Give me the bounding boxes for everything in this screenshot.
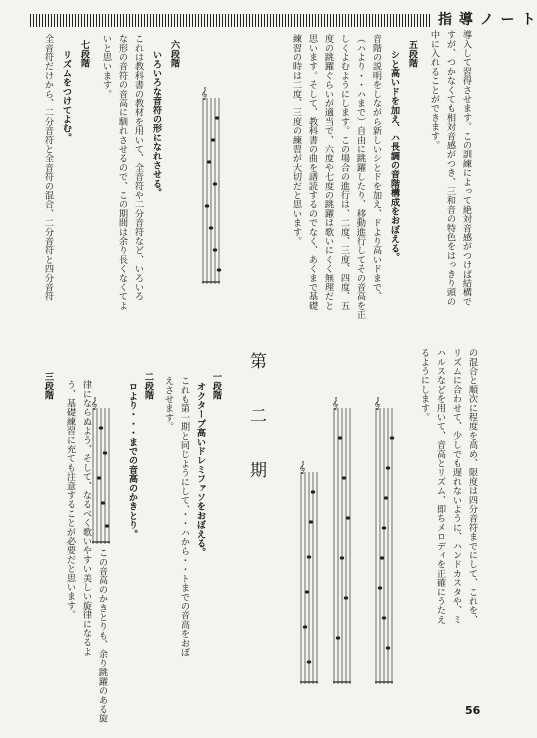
- clef-icon: 𝄞: [201, 87, 208, 100]
- stage-subheading: ロより・・・までの音高のかきとり。: [126, 382, 138, 539]
- note-head: [99, 426, 103, 429]
- stage-heading: 五段階: [406, 40, 418, 68]
- stage-heading: 二段階: [142, 372, 154, 400]
- text-line: これは教科書の教材を用いて、全音符や二分音符など、いろいろ: [132, 34, 144, 301]
- note-head: [309, 520, 313, 523]
- note-head: [211, 138, 215, 141]
- text-line: （ハより・・ハまで）自由に跳躍したり、移動進行してその音高を正: [354, 34, 366, 320]
- note-head: [311, 490, 315, 493]
- note-head: [378, 586, 382, 589]
- text-line: 導入して習得させます。この訓練によって絶対音感がつけば結構で: [460, 30, 472, 306]
- note-head: [205, 204, 209, 207]
- note-head: [338, 436, 342, 439]
- music-staff-figure: [364, 398, 404, 688]
- note-head: [101, 501, 105, 504]
- text-line: すが、つかなくても相対音感がつき、三和音の特色をはっきり頭の: [444, 30, 456, 306]
- clef-icon: 𝄞: [374, 397, 381, 410]
- clef-icon: 𝄞: [91, 397, 98, 410]
- note-head: [307, 660, 311, 663]
- text-line: これも第一期と同じようにして、・・ハから・・トまでの音高をおぼ: [178, 376, 190, 657]
- period-title: 第 二 期: [246, 352, 266, 494]
- text-line: 思います。そして、教科書の曲を譜読するのでなく、あくまで基礎: [306, 34, 318, 310]
- stage-heading: 一段階: [210, 372, 222, 400]
- stage-heading: 七段階: [78, 40, 90, 68]
- text-line: 音階の説明をしながら新しいシとドを加え、ドより高いドまで、: [370, 34, 382, 301]
- text-line: 律にならぬよう、そして、なるべく歌いやすい美しい旋律になるよ: [80, 380, 92, 656]
- clef-icon: 𝄞: [299, 461, 306, 474]
- note-head: [215, 116, 219, 119]
- note-head: [344, 596, 348, 599]
- note-head: [105, 524, 109, 527]
- note-head: [342, 476, 346, 479]
- note-head: [103, 451, 107, 454]
- text-line: ハルスなどを用いて、音高とリズム、即ちメロディを正確にうたえ: [434, 348, 446, 624]
- note-head: [307, 555, 311, 558]
- note-head: [213, 182, 217, 185]
- text-line: リズムに合わせて、少しでも遅れないように、ハンドカスタや、ミ: [450, 348, 462, 624]
- stage-subheading: オクターブ高いドレミファソをおぼえる。: [194, 382, 206, 557]
- stage-subheading: シと高いドを加え、ハ長調の音階構成をおぼえる。: [388, 50, 400, 262]
- music-staff-figure: [186, 88, 236, 288]
- music-staff-figure: [322, 398, 362, 688]
- text-line: 中に入れることができます。: [428, 30, 440, 150]
- page-number: 56: [465, 704, 481, 717]
- note-head: [390, 436, 394, 439]
- text-line: しくよむようにします。この場合の進行は、二度、三度、四度、五: [338, 34, 350, 310]
- note-head: [217, 268, 221, 271]
- note-head: [303, 625, 307, 628]
- header-title: 指 導 ノ ー ト: [438, 12, 537, 28]
- note-head: [382, 526, 386, 529]
- note-head: [209, 226, 213, 229]
- note-head: [386, 466, 390, 469]
- note-head: [340, 556, 344, 559]
- text-line: の混合と順次に程度を高め、限度は四分音符までにして、これを、: [466, 348, 478, 624]
- note-head: [336, 636, 340, 639]
- music-staff-figure: [292, 462, 326, 688]
- text-line: この音高のかきとりも、余り跳躍のある旋: [96, 548, 108, 723]
- stage-heading: 三段階: [42, 372, 54, 400]
- note-head: [213, 248, 217, 251]
- text-line: るようにします。: [418, 348, 430, 422]
- note-head: [386, 646, 390, 649]
- stage-heading: 六段階: [168, 40, 180, 68]
- text-line: な形の音符の音高に馴れさせるので、この期間は余り長くなくてよ: [116, 34, 128, 310]
- text-line: 練習の時は二度、三度の練習が大切だと思います。: [290, 34, 302, 246]
- note-head: [382, 616, 386, 619]
- note-head: [346, 516, 350, 519]
- text-line: えさせます。: [162, 376, 174, 432]
- note-head: [384, 496, 388, 499]
- note-head: [207, 160, 211, 163]
- note-head: [97, 476, 101, 479]
- text-line: 全音符だけから、二分音符と全音符の混合、二分音符と四分音符: [42, 34, 54, 301]
- note-head: [380, 556, 384, 559]
- stage-subheading: いろいろな音符の形になれさせる。: [150, 50, 162, 198]
- clef-icon: 𝄞: [332, 397, 339, 410]
- text-line: う、基礎練習に充ても注意することが必要だと思います。: [64, 380, 76, 620]
- text-line: いと思います。: [100, 34, 112, 99]
- text-line: 度の跳躍ぐらいが適当で、六度や七度の跳躍は歌いにくく無理だと: [322, 34, 334, 310]
- header-rule: [30, 14, 430, 27]
- stage-subheading: リズムをつけてよむ。: [60, 50, 72, 142]
- note-head: [305, 590, 309, 593]
